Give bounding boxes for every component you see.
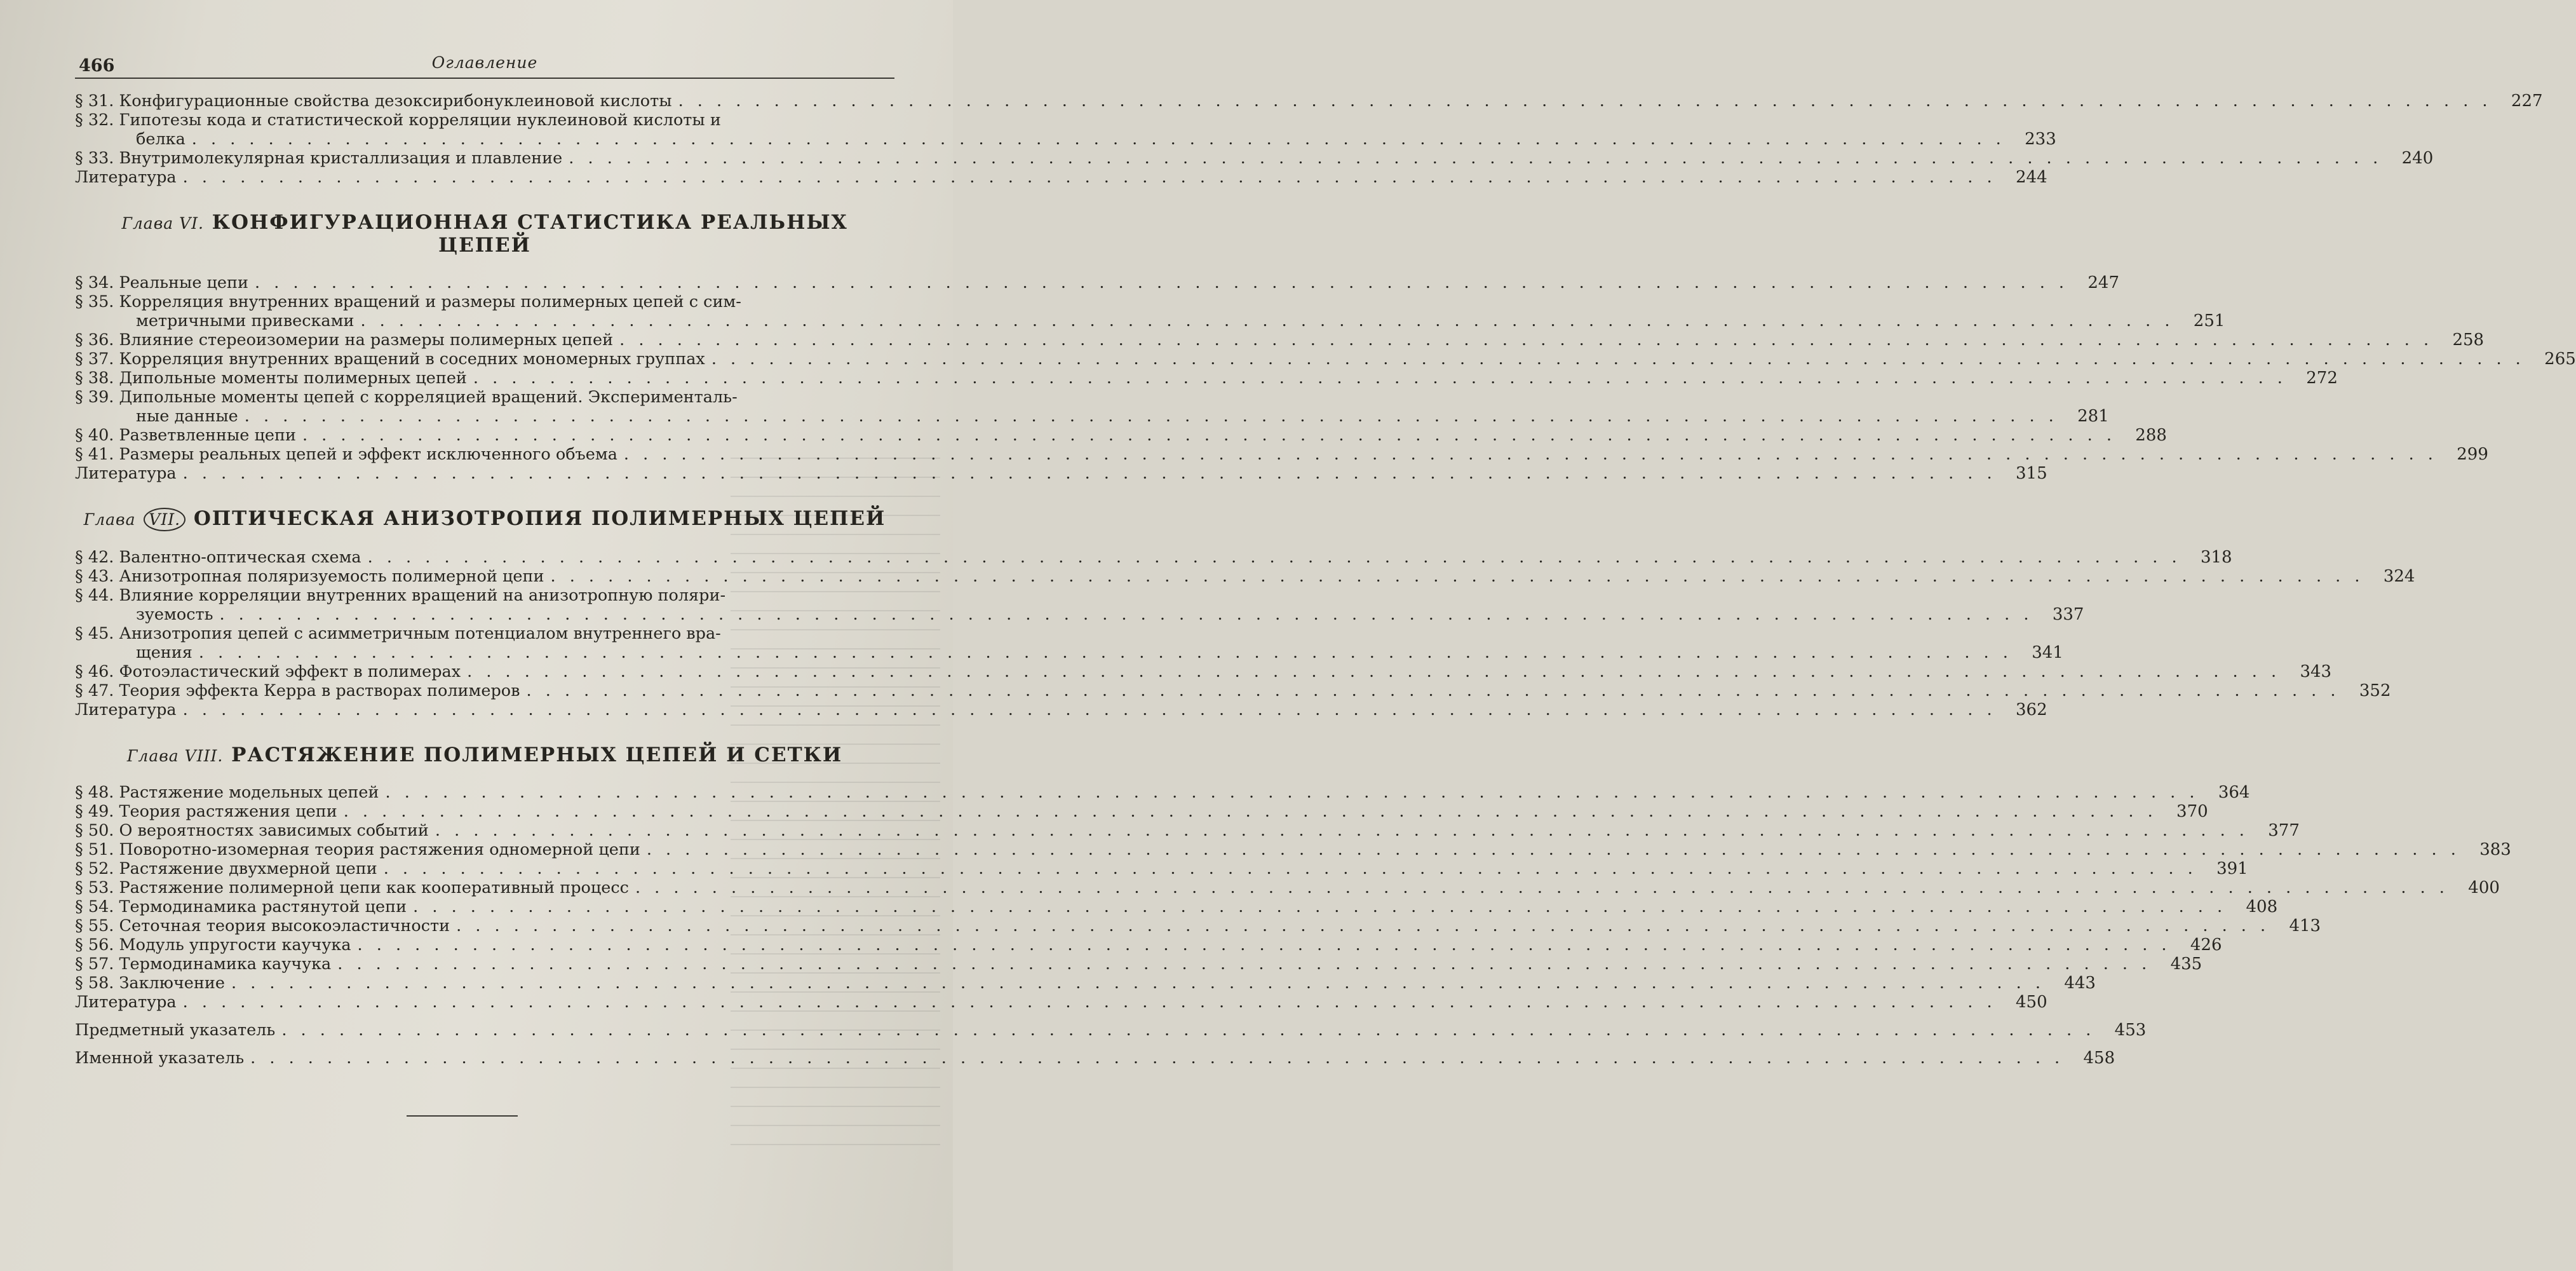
toc-entry: § 57. Термодинамика каучука . . . 435 (75, 955, 894, 974)
table-of-contents (75, 44, 2576, 1075)
toc-entry-literature: Литература . . . 244 (75, 168, 894, 187)
toc-block-chapter5-end (75, 92, 2543, 187)
toc-entry: § 41. Размеры реальных цепей и эффект исключенного объема . . . 299 (75, 445, 894, 464)
chapter-heading-6: Глава VI. КОНФИГУРАЦИОННАЯ СТАТИСТИКА РЕАЛЬНЫХ ЦЕПЕЙ (121, 211, 848, 257)
toc-entry-name-index: Именной указатель . . . 458 (75, 1049, 894, 1068)
toc-entry: § 44. Влияние корреляции внутренних вращений на анизотропную поляри- (75, 586, 726, 605)
toc-entry: § 38. Дипольные моменты полимерных цепей . . . 272 (75, 369, 894, 388)
running-title: Оглавление (431, 53, 538, 72)
toc-entry: § 42. Валентно-оптическая схема . . . 318 (75, 548, 894, 567)
toc-entry: § 56. Модуль упругости каучука . . . 426 (75, 935, 894, 955)
toc-block-chapter6 (75, 273, 2576, 483)
circled-chapter-numeral: VII. (144, 508, 185, 531)
toc-entry: § 35. Корреляция внутренних вращений и размеры полимерных цепей с сим- (75, 292, 741, 311)
toc-entry: § 52. Растяжение двухмерной цепи . . . 391 (75, 859, 894, 878)
toc-entry: § 37. Корреляция внутренних вращений в соседних мономерных группах . . . 265 (75, 350, 894, 369)
toc-entry-continuation: щения . . . 341 (75, 643, 894, 662)
chapter-heading-8: Глава VIII. РАСТЯЖЕНИЕ ПОЛИМЕРНЫХ ЦЕПЕЙ И СЕТКИ (126, 744, 843, 766)
toc-entry: § 33. Внутримолекулярная кристаллизация и плавление . . . 240 (75, 149, 894, 168)
toc-entry-continuation: зуемость . . . 337 (75, 605, 894, 624)
chapter-heading-7: Глава VII. ОПТИЧЕСКАЯ АНИЗОТРОПИЯ ПОЛИМЕРНЫХ ЦЕПЕЙ (83, 507, 886, 530)
toc-entry: § 45. Анизотропия цепей с асимметричным потенциалом внутреннего вра- (75, 624, 721, 643)
toc-entry: § 49. Теория растяжения цепи . . . 370 (75, 802, 894, 821)
toc-entry: § 31. Конфигурационные свойства дезоксирибонуклеиновой кислоты . . . 227 (75, 92, 894, 111)
toc-entry: § 48. Растяжение модельных цепей . . . 364 (75, 783, 894, 802)
running-header (75, 44, 894, 79)
toc-entry: § 46. Фотоэластический эффект в полимерах . . . 343 (75, 662, 894, 681)
toc-entry: § 53. Растяжение полимерной цепи как кооперативный процесс . . . 400 (75, 878, 894, 897)
page-number: 466 (79, 56, 115, 76)
toc-block-indexes (75, 1021, 2147, 1068)
toc-entry-subject-index: Предметный указатель . . . 453 (75, 1021, 894, 1040)
toc-entry: § 58. Заключение . . . 443 (75, 974, 894, 993)
toc-entry-continuation: ные данные . . . 281 (75, 407, 894, 426)
toc-entry: § 54. Термодинамика растянутой цепи . . . 408 (75, 897, 894, 916)
toc-entry-continuation: белка . . . 233 (75, 130, 894, 149)
toc-entry: § 39. Дипольные моменты цепей с корреляцией вращений. Эксперименталь- (75, 388, 738, 407)
toc-entry: § 32. Гипотезы кода и статистической корреляции нуклеиновой кислоты и (75, 111, 721, 130)
toc-entry-literature: Литература . . . 362 (75, 700, 894, 719)
toc-entry: § 51. Поворотно-изомерная теория растяжения одномерной цепи . . . 383 (75, 840, 894, 859)
toc-entry: § 43. Анизотропная поляризуемость полимерной цепи . . . 324 (75, 567, 894, 586)
toc-block-chapter7 (75, 548, 2415, 719)
toc-entry: § 34. Реальные цепи . . . 247 (75, 273, 894, 292)
toc-block-chapter8 (75, 783, 2511, 1012)
toc-entry-literature: Литература . . . 450 (75, 993, 894, 1012)
toc-entry: § 40. Разветвленные цепи . . . 288 (75, 426, 894, 445)
toc-entry: § 50. О вероятностях зависимых событий . . . 377 (75, 821, 894, 840)
end-rule (407, 1115, 518, 1117)
toc-entry: § 55. Сеточная теория высокоэластичности . . . 413 (75, 916, 894, 935)
toc-entry-literature: Литература . . . 315 (75, 464, 894, 483)
toc-entry: § 36. Влияние стереоизомерии на размеры полимерных цепей . . . 258 (75, 330, 894, 350)
toc-entry-continuation: метричными привесками . . . 251 (75, 311, 894, 330)
toc-entry: § 47. Теория эффекта Керра в растворах полимеров . . . 352 (75, 681, 894, 700)
